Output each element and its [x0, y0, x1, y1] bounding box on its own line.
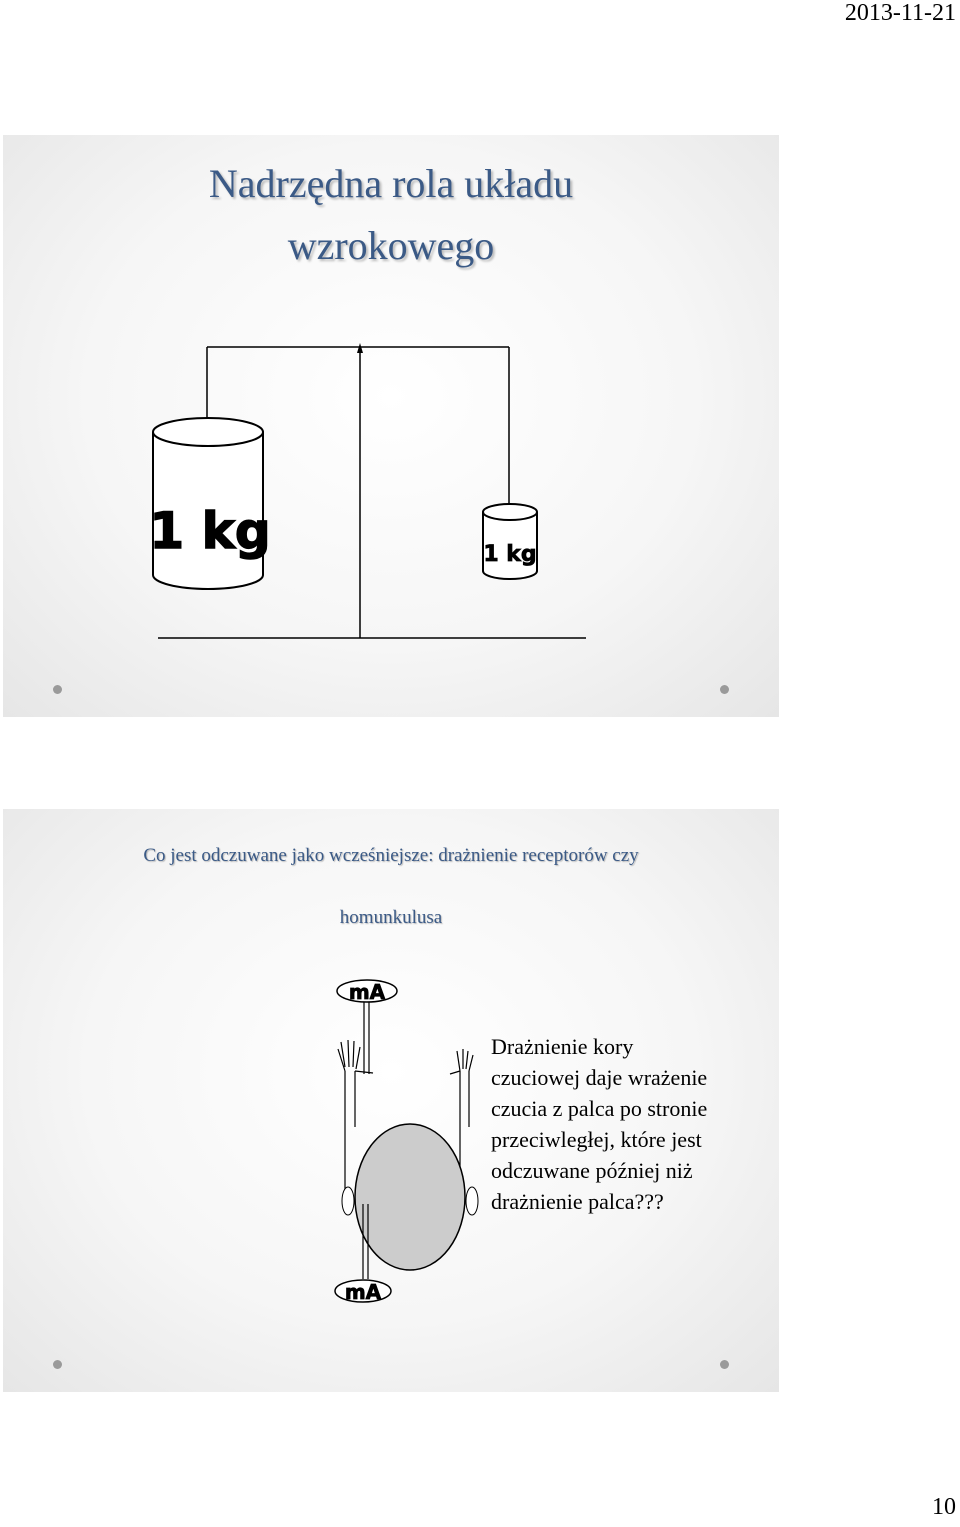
- large-weight-label: 1 kg: [149, 502, 271, 560]
- page-number: 10: [932, 1494, 956, 1520]
- slide-homunculus: [3, 809, 779, 1392]
- header-date: 2013-11-21: [844, 0, 956, 26]
- bottom-meter-label: mA: [344, 1280, 382, 1304]
- balance-pole-tip: [357, 343, 363, 353]
- top-meter-label: mA: [348, 980, 386, 1004]
- body-line: czuciowej daje wrażenie: [491, 1065, 708, 1090]
- body-line: czucia z palca po stronie: [491, 1096, 708, 1121]
- body-line: drażnienie palca???: [491, 1189, 664, 1214]
- small-weight: [483, 504, 537, 579]
- slide2-right-dot: [720, 1360, 729, 1369]
- slide2-title-line2: homunkulusa: [339, 907, 443, 928]
- right-ear: [466, 1187, 478, 1215]
- slide2-body-text: [491, 1031, 776, 1217]
- large-weight: [149, 418, 270, 589]
- body-line: przeciwległej, które jest: [491, 1127, 702, 1152]
- slide2-left-dot: [53, 1360, 62, 1369]
- left-ear: [342, 1187, 354, 1215]
- slide1-right-dot: [720, 685, 729, 694]
- body-line: odczuwane później niż: [491, 1158, 693, 1183]
- body-line: Drażnienie kory: [491, 1034, 634, 1059]
- balance-diagram: [3, 135, 779, 717]
- homunculus-head: [355, 1124, 465, 1270]
- slide1-title-line2: wzrokowego: [287, 223, 495, 268]
- small-weight-label: 1 kg: [483, 542, 537, 567]
- slide1-title-line1: Nadrzędna rola układu: [208, 161, 574, 206]
- slide1-left-dot: [53, 685, 62, 694]
- slide-balance: [3, 135, 779, 717]
- slide2-title-line1: Co jest odczuwane jako wcześniejsze: drażnienie receptorów czy: [143, 845, 639, 866]
